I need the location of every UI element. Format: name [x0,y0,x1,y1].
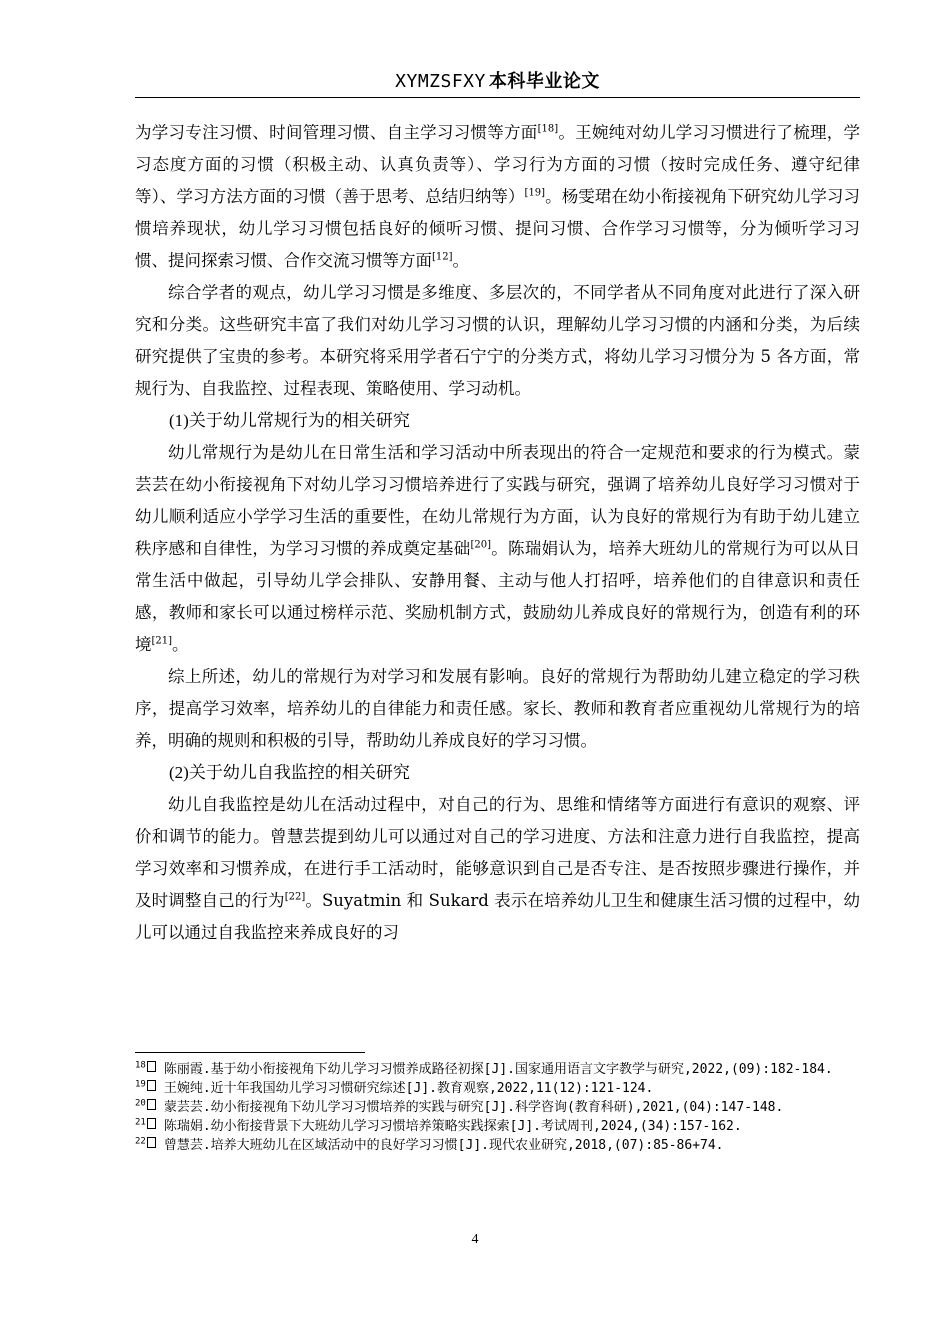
citation-20: [20] [470,539,491,551]
footnote-20: $^{20}$ 蒙芸芸.幼小衔接视角下幼儿学习习惯培养的实践与研究[J].科学咨询(教育科研),2021,(04):147-148. [135,1098,784,1115]
footnote-marker-icon [147,1137,156,1148]
paragraph-4: 综上所述，幼儿的常规行为对学习和发展有影响。良好的常规行为帮助幼儿建立稳定的学习秩序，提高学习效率，培养幼儿的自律能力和责任感。家长、教师和教育者应重视幼儿常规行为的培养，明确的规则和积极的引导，帮助幼儿养成良好的学习习惯。 [135,667,860,750]
paragraph-5: 幼儿自我监控是幼儿在活动过程中，对自己的行为、思维和情绪等方面进行有意识的观察、评价和调节的能力。曾慧芸提到幼儿可以通过对自己的学习进度、方法和注意力进行自我监控，提高学习效率和习惯养成，在进行手工活动时，能够意识到自己是否专注、是否按照步骤进行操作，并及时调整自己的行为[22]。Suyatmin 和 Sukard 表示在培养幼儿卫生和健康生活习惯的过程中，幼儿可以通过自我监控来养成良好的习 [135,795,860,942]
footnote-21: $^{21}$ 陈瑞娟.幼小衔接背景下大班幼儿学习习惯培养策略实践探索[J].考试周刊,2024,(34):157-162. [135,1117,742,1134]
footnote-marker-icon [147,1061,156,1072]
citation-12: [12] [432,251,453,263]
footnote-18: $^{18}$ 陈丽霞.基于幼小衔接视角下幼儿学习习惯养成路径初探[J].国家通用语言文字教学与研究,2022,(09):182-184. [135,1060,833,1077]
section-heading-routine-behavior: (1)关于幼儿常规行为的相关研究 [169,411,410,430]
footnotes [135,1060,860,1155]
section-heading-self-monitoring: (2)关于幼儿自我监控的相关研究 [169,763,410,782]
citation-22: [22] [284,891,306,903]
footnote-marker-icon [147,1080,156,1091]
footnote-19: $^{19}$ 王婉纯.近十年我国幼儿学习习惯研究综述[J].教育观察,2022,11(12):121-124. [135,1079,654,1096]
body-text [135,117,860,949]
citation-18: [18] [537,123,559,135]
citation-21: [21] [151,635,173,647]
footnote-divider [135,1052,365,1053]
footnote-22: $^{22}$ 曾慧芸.培养大班幼儿在区域活动中的良好学习习惯[J].现代农业研究,2018,(07):85-86+74. [135,1136,724,1153]
header-divider [135,97,860,98]
citation-19: [19] [524,187,546,199]
page-number: 4 [471,1232,479,1247]
footnote-marker-icon [147,1118,156,1129]
page-header [135,68,860,96]
paragraph-2: 综合学者的观点，幼儿学习习惯是多维度、多层次的，不同学者从不同角度对此进行了深入研究和分类。这些研究丰富了我们对幼儿学习习惯的认识，理解幼儿学习习惯的内涵和分类，为后续研究提供了宝贵的参考。本研究将采用学者石宁宁的分类方式，将幼儿学习习惯分为 5 各方面，常规行为、自我监控、过程表现、策略使用、学习动机。 [135,283,860,398]
header-title-cjk: 本科毕业论文 [488,71,600,92]
header-title-latin: XYMZSFXY [395,71,486,92]
paragraph-1: 为学习专注习惯、时间管理习惯、自主学习习惯等方面[18]。王婉纯对幼儿学习习惯进行了梳理，学习态度方面的习惯（积极主动、认真负责等）、学习行为方面的习惯（按时完成任务、遵守纪律等）、学习方法方面的习惯（善于思考、总结归纳等）[19]。杨雯珺在幼小衔接视角下研究幼儿学习习惯培养现状，幼儿学习习惯包括良好的倾听习惯、提问习惯、合作学习习惯等，分为倾听学习习惯、提问探索习惯、合作交流习惯等方面[12]。 [135,123,861,270]
footnote-marker-icon [147,1099,156,1110]
paragraph-3: 幼儿常规行为是幼儿在日常生活和学习活动中所表现出的符合一定规范和要求的行为模式。蒙芸芸在幼小衔接视角下对幼儿学习习惯培养进行了实践与研究，强调了培养幼儿良好学习习惯对于幼儿顺利适应小学学习生活的重要性，在幼儿常规行为方面，认为良好的常规行为有助于幼儿建立秩序感和自律性，为学习习惯的养成奠定基础[20]。陈瑞娟认为，培养大班幼儿的常规行为可以从日常生活中做起，引导幼儿学会排队、安静用餐、主动与他人打招呼，培养他们的自律意识和责任感，教师和家长可以通过榜样示范、奖励机制方式，鼓励幼儿养成良好的常规行为，创造有利的环境[21]。 [135,443,861,654]
